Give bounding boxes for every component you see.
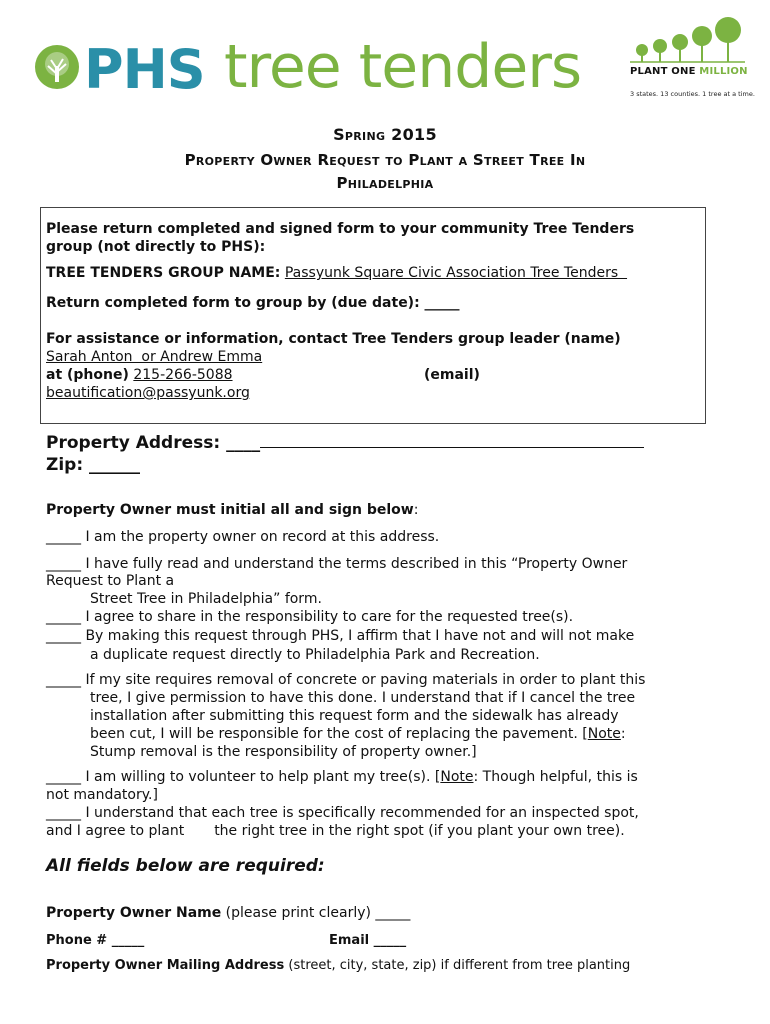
initial-item-concrete-removal[interactable]: _____ If my site requires removal of concrete or paving materials in order to plant this bbox=[46, 672, 646, 688]
due-date-field[interactable]: Return completed form to group by (due date): _____ bbox=[46, 295, 460, 311]
phone-field[interactable]: Phone # _____ bbox=[46, 933, 145, 948]
mailing-address-label: Property Owner Mailing Address bbox=[46, 958, 285, 973]
mailing-address-field[interactable] bbox=[46, 957, 630, 975]
initial-item-volunteer-2: not mandatory.] bbox=[46, 787, 158, 803]
phone-row bbox=[46, 366, 233, 384]
contact-label: For assistance or information, contact Tree Tenders group leader (name) bbox=[46, 331, 621, 347]
initial-item-right-tree[interactable]: _____ I understand that each tree is specifically recommended for an inspected spot, bbox=[46, 805, 639, 821]
initial-blank[interactable]: _____ bbox=[46, 529, 81, 545]
email-value[interactable]: beautification@passyunk.org bbox=[46, 385, 250, 401]
form-title-line-2: Philadelphia bbox=[336, 174, 434, 192]
group-name-value[interactable]: Passyunk Square Civic Association Tree Tenders bbox=[284, 265, 628, 281]
group-name-label: TREE TENDERS GROUP NAME: bbox=[46, 265, 281, 281]
initial-item-share-care[interactable]: _____ I agree to share in the responsibility to care for the requested tree(s). bbox=[46, 609, 574, 625]
initial-item-no-duplicate-2: a duplicate request directly to Philadelphia Park and Recreation. bbox=[90, 647, 540, 663]
phone-label: at (phone) bbox=[46, 367, 129, 383]
initial-item-concrete-removal-5: Stump removal is the responsibility of property owner.] bbox=[90, 744, 477, 760]
mailing-address-hint: (street, city, state, zip) if different from tree planting bbox=[288, 958, 631, 973]
email-label: (email) bbox=[424, 367, 480, 383]
initial-item-no-duplicate[interactable]: _____ By making this request through PHS, I affirm that I have not and will not make bbox=[46, 628, 635, 644]
return-instructions: Please return completed and signed form to your community Tree Tenders bbox=[46, 221, 635, 237]
initial-blank[interactable]: _____ bbox=[46, 556, 81, 572]
form-title-line: Property Owner Request to Plant a Street Tree In bbox=[184, 151, 586, 169]
form-season-title: Spring 2015 bbox=[333, 125, 437, 144]
initial-item-owner[interactable]: _____ I am the property owner on record at this address. bbox=[46, 529, 440, 545]
initial-item-concrete-removal-3: installation after submitting this request form and the sidewalk has already bbox=[90, 708, 619, 724]
phs-logo-text: PHS bbox=[84, 38, 205, 101]
phs-tree-logo-icon bbox=[34, 44, 80, 90]
property-address-label: Property Address: ____ bbox=[46, 433, 261, 453]
zip-field[interactable]: Zip: ______ bbox=[46, 455, 141, 475]
contact-names-value[interactable]: Sarah Anton or Andrew Emma bbox=[46, 349, 263, 365]
initial-item-read-terms-3: Street Tree in Philadelphia” form. bbox=[90, 591, 322, 607]
plant-one-million-trees-icon bbox=[630, 14, 745, 64]
initial-blank[interactable]: _____ bbox=[46, 672, 81, 688]
initial-blank[interactable]: _____ bbox=[46, 628, 81, 644]
initial-item-concrete-removal-2: tree, I give permission to have this done. I understand that if I cancel the tree bbox=[90, 690, 636, 706]
initial-blank[interactable]: _____ bbox=[46, 609, 81, 625]
property-address-line[interactable] bbox=[260, 433, 644, 448]
initials-heading: Property Owner must initial all and sign below: bbox=[46, 502, 419, 518]
plant-one-million-tagline: 3 states. 13 counties. 1 tree at a time. bbox=[630, 90, 755, 98]
phone-value[interactable]: 215-266-5088 bbox=[133, 367, 233, 383]
required-fields-heading: All fields below are required: bbox=[46, 856, 325, 876]
initial-item-volunteer[interactable]: _____ I am willing to volunteer to help plant my tree(s). [Note: Though helpful, this is bbox=[46, 769, 638, 785]
email-field[interactable]: Email _____ bbox=[329, 933, 407, 948]
group-name-row bbox=[46, 264, 627, 282]
initial-blank[interactable]: _____ bbox=[46, 769, 81, 785]
initial-item-right-tree-2: and I agree to plant the right tree in the right spot (if you plant your own tree). bbox=[46, 823, 625, 839]
tree-tenders-logo-text: tree tenders bbox=[224, 32, 582, 102]
property-address-field[interactable] bbox=[46, 433, 644, 453]
initial-item-concrete-removal-4: been cut, I will be responsible for the cost of replacing the pavement. [Note: bbox=[90, 726, 626, 742]
initial-item-read-terms-2: Request to Plant a bbox=[46, 573, 175, 589]
plant-one-million-title: PLANT ONE MILLION bbox=[630, 66, 748, 77]
initial-item-read-terms[interactable]: _____ I have fully read and understand the terms described in this “Property Owner bbox=[46, 556, 628, 572]
owner-name-label: Property Owner Name bbox=[46, 905, 222, 921]
owner-name-hint[interactable]: (please print clearly) _____ bbox=[225, 905, 411, 921]
initial-blank[interactable]: _____ bbox=[46, 805, 81, 821]
return-instructions-2: group (not directly to PHS): bbox=[46, 239, 266, 255]
owner-name-field[interactable] bbox=[46, 904, 410, 922]
